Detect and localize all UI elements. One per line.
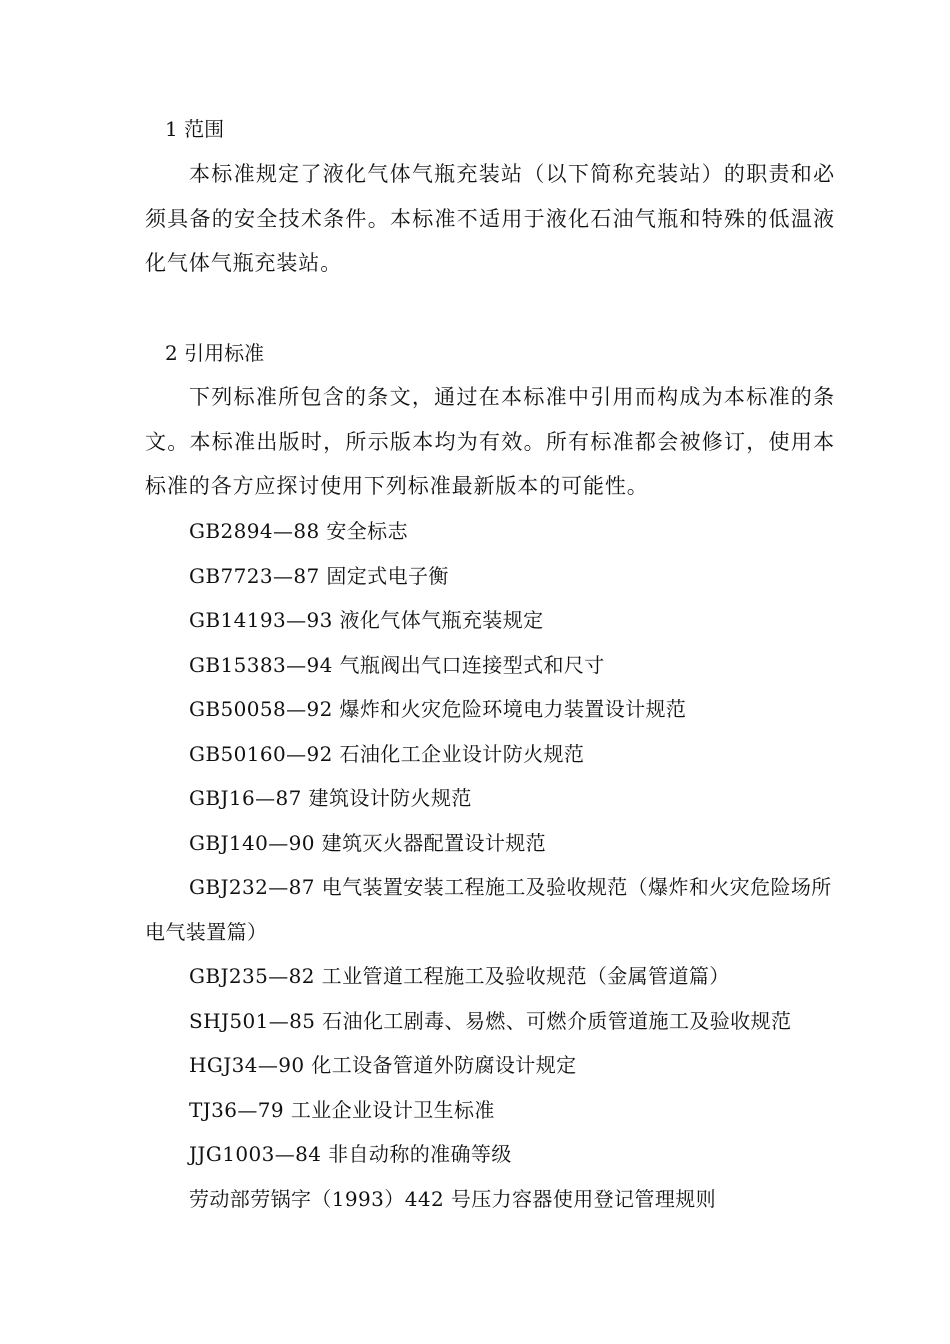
reference-item: JJG1003—84 非自动称的准确等级 [189,1142,512,1166]
section-2-heading: 2 引用标准 [165,341,265,365]
reference-item: 劳动部劳锅字（1993）442 号压力容器使用登记管理规则 [189,1186,717,1211]
reference-item: GBJ232—87 电气装置安装工程施工及验收规范（爆炸和火灾危险场所电气装置篇） [145,875,832,944]
reference-item: GB50160—92 石油化工企业设计防火规范 [189,741,585,766]
reference-item: GB2894—88 安全标志 [189,519,408,543]
reference-item: GBJ140—90 建筑灭火器配置设计规范 [189,830,547,855]
section-2-paragraph: 下列标准所包含的条文，通过在本标准中引用而构成为本标准的条文。本标准出版时，所示版本均为有效。所有标准都会被修订，使用本标准的各方应探讨使用下列标准最新版本的可能性。 [145,385,835,498]
reference-item: GB15383—94 气瓶阀出气口连接型式和尺寸 [189,652,605,677]
reference-item: GBJ235—82 工业管道工程施工及验收规范（金属管道篇） [189,964,730,988]
reference-item: SHJ501—85 石油化工剧毒、易燃、可燃介质管道施工及验收规范 [189,1008,792,1033]
reference-item: HGJ34—90 化工设备管道外防腐设计规定 [189,1053,577,1077]
section-1-heading: 1 范围 [165,117,225,141]
section-1-paragraph: 本标准规定了液化气体气瓶充装站（以下简称充装站）的职责和必须具备的安全技术条件。本标准不适用于液化石油气瓶和特殊的低温液化气体气瓶充装站。 [145,162,835,275]
reference-item: GB7723—87 固定式电子衡 [189,563,449,588]
referenced-standards-list [145,509,835,1221]
reference-item: GB50058—92 爆炸和火灾危险环境电力装置设计规范 [189,697,687,721]
reference-item: GB14193—93 液化气体气瓶充装规定 [189,608,544,632]
reference-item: GBJ16—87 建筑设计防火规范 [189,786,472,810]
reference-item: TJ36—79 工业企业设计卫生标准 [189,1097,495,1122]
